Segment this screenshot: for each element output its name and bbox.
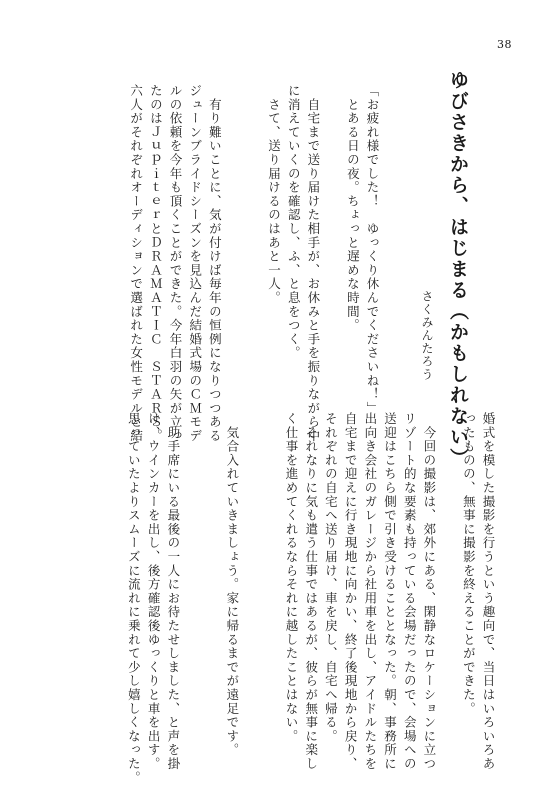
- text-column: 婚式を模した撮影を行うという趣向で、当日はいろいろあ: [481, 412, 496, 771]
- text-column: け、ウインカーを出し、後方確認後ゆっくりと車を出す。: [146, 412, 162, 771]
- text-column: それぞれの自宅へ送り届け、車を戻し、自宅へ帰る。: [323, 412, 339, 744]
- text-column: ったものの、無事に撮影を終えることができた。: [461, 412, 477, 716]
- page-number: 38: [497, 38, 512, 51]
- text-column: 今回の撮影は、郊外にある、閑静なロケーションに立つ: [421, 412, 437, 771]
- text-column: さて、送り届けるのはあと一人。: [266, 84, 282, 305]
- text-column: 送迎はこちら側で引き受けることとなった。朝、事務所に: [382, 412, 398, 771]
- text-column: 助手席にいる最後の一人にお待たせしました、と声を掛: [165, 412, 181, 771]
- author-name: さくみんたろう: [420, 290, 434, 381]
- text-column: ジューンブライドシーズンを見込んだ結婚式場のＣＭモデ: [187, 84, 203, 443]
- text-column: ルの依頼を今年も頂くことができた。今年白羽の矢が立っ: [168, 84, 183, 443]
- text-column: 六人がそれぞれオーディションで選ばれた女性モデルと結: [128, 84, 144, 443]
- text-column: 自宅まで送り届けた相手が、お休みと手を振りながら中: [305, 84, 321, 443]
- text-column: 思っていたよりスムーズに流れに乗れて少し嬉しくなった。: [126, 412, 142, 785]
- text-column: 自宅まで迎えに行き現地に向かい、終了後現地から戻り、: [343, 412, 359, 771]
- text-column: リゾート的な要素も持っている会場だったので、会場への: [402, 412, 418, 771]
- text-column: 「お疲れ様でした！ ゆっくり休んでくださいね！」: [365, 84, 380, 416]
- text-column: 気合入れていきましょう。家に帰るまでが遠足です。: [224, 412, 240, 757]
- story-title: ゆびさきから、はじまる（かもしれない）: [447, 70, 469, 469]
- text-column: たのはＪｕｐｉｔｅｒとＤＲＡＭＡＴＩＣ ＳＴＡＲＳ。: [148, 84, 164, 443]
- text-column: に消えていくのを確認し、ふ、と息をつく。: [286, 84, 302, 360]
- text-column: 出向き会社のガレージから社用車を出し、アイドルたちを: [362, 412, 378, 771]
- text-column: く仕事を進めてくれるならそれに越したことはない。: [284, 412, 299, 744]
- text-column: 有り難いことに、気が付けば毎年の恒例になりつつある: [207, 84, 223, 443]
- text-column: とある日の夜。ちょっと遅めな時間。: [345, 84, 361, 333]
- text-column: それなりに気も遣う仕事ではあるが、彼らが無事に楽し: [303, 412, 319, 771]
